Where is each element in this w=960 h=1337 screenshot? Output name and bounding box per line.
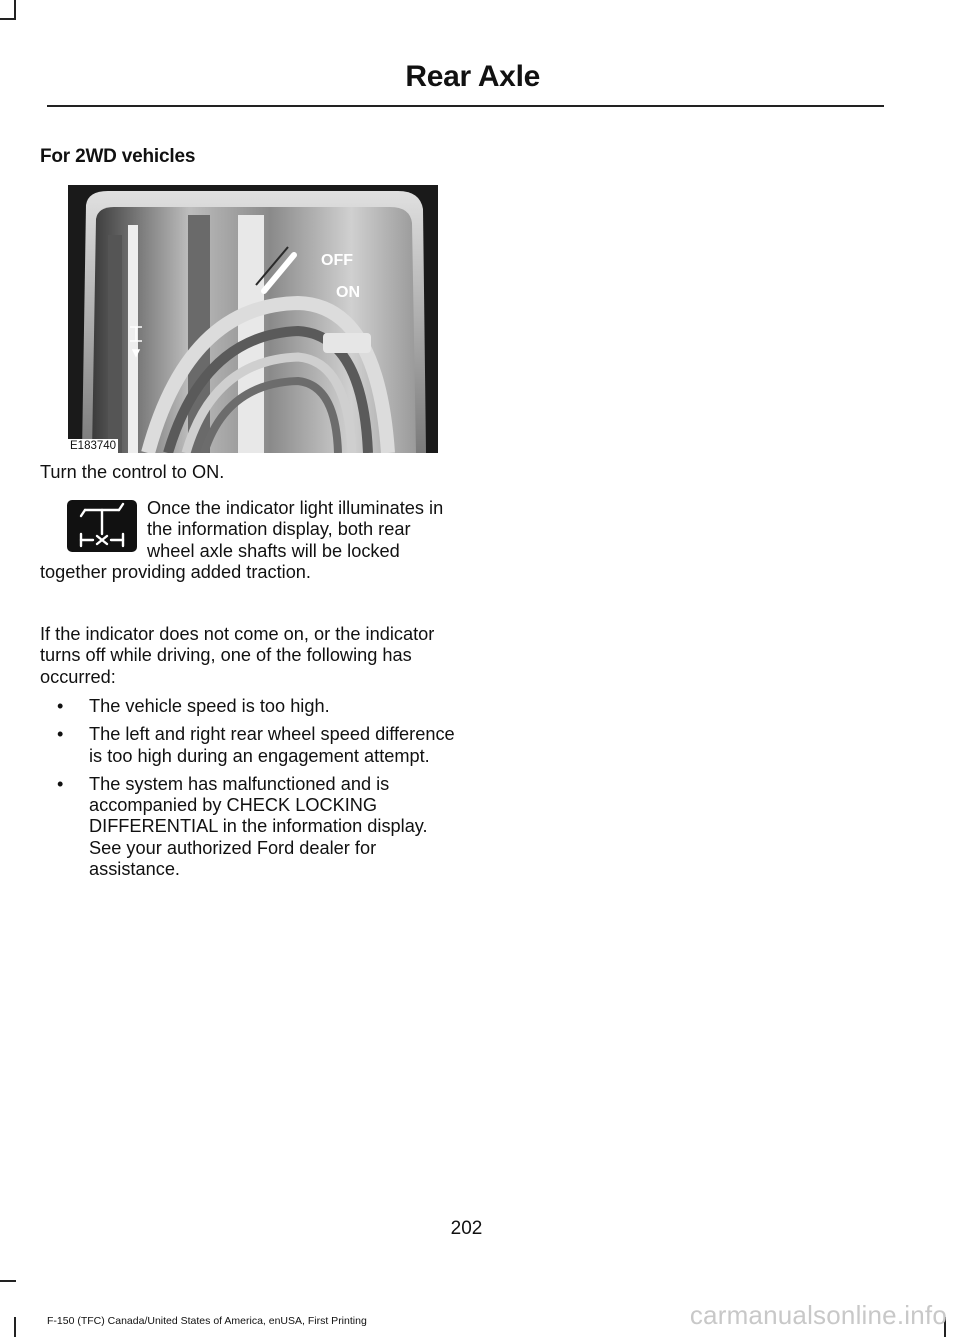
dashboard-switch-figure [68, 185, 438, 453]
page-number: 202 [450, 1218, 483, 1239]
crop-mark [0, 1280, 16, 1282]
section-heading: For 2WD vehicles [40, 146, 196, 167]
indicator-paragraph [40, 498, 460, 583]
indicator-paragraph-text: Once the indicator light illuminates in the information display, both rear wheel axle shafts will be locked together providing added traction. [40, 498, 444, 582]
chapter-title: Rear Axle [405, 60, 540, 93]
switch-on-label: ON [336, 284, 360, 301]
edition-footer: F-150 (TFC) Canada/United States of America, enUSA, First Printing [47, 1315, 367, 1327]
bullet: • [57, 724, 64, 745]
list-item-text: The system has malfunctioned and is accompanied by CHECK LOCKING DIFFERENTIAL in the information display. See your authorized Ford dealer for assistance. [89, 773, 428, 880]
instruction-text: Turn the control to ON. [40, 462, 225, 482]
switch-off-label: OFF [321, 252, 353, 269]
crop-mark [0, 18, 16, 20]
list-item-text: The vehicle speed is too high. [89, 696, 330, 716]
list-item-text: The left and right rear wheel speed difference is too high during an engagement attempt. [89, 724, 455, 766]
crop-mark [14, 0, 16, 20]
condition-paragraph: If the indicator does not come on, or the indicator turns off while driving, one of the following has occurred: [40, 624, 435, 687]
condition-list [40, 696, 460, 887]
list-item [40, 724, 460, 767]
figure-code: E183740 [70, 440, 117, 452]
crop-mark [14, 1317, 16, 1337]
list-item [40, 696, 460, 717]
list-item [40, 774, 460, 880]
bullet: • [57, 696, 64, 716]
bullet: • [57, 773, 64, 794]
header-rule [47, 105, 884, 107]
switch-illustration [68, 185, 438, 453]
watermark: carmanualsonline.info [689, 1300, 947, 1330]
